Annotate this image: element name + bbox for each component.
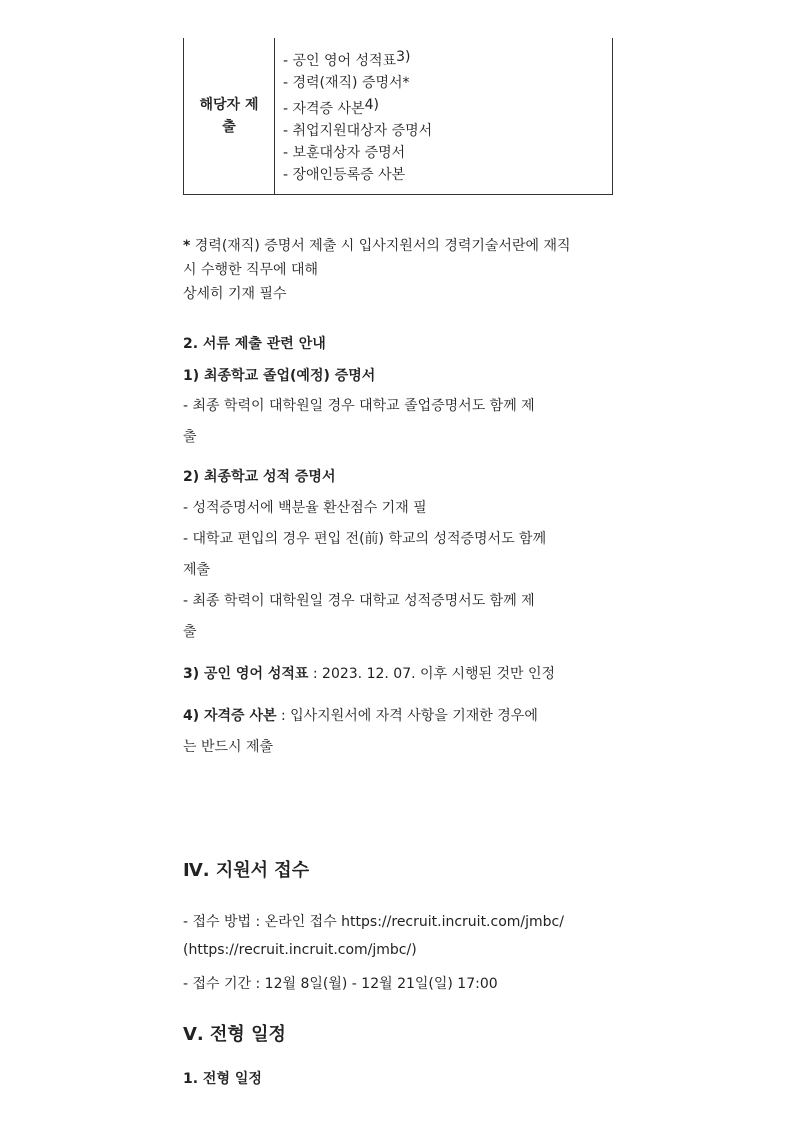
section5-subtitle: 1. 전형 일정 <box>183 1071 262 1087</box>
table-items-cell <box>275 38 613 195</box>
list-item: - 취업지원대상자 증명서 <box>283 123 433 139</box>
section2-title: 2. 서류 제출 관련 안내 <box>183 336 326 352</box>
table-label-cell <box>184 38 275 195</box>
list-item: - 보훈대상자 증명서 <box>283 145 406 161</box>
required-documents-table <box>183 38 613 195</box>
footnote-ref: 4) <box>364 97 379 113</box>
sub1-line1: - 최종 학력이 대학원일 경우 대학교 졸업증명서도 함께 제 <box>183 398 535 414</box>
sub3-title: 3) 공인 영어 성적표 <box>183 666 309 682</box>
apply-method: - 접수 방법 : 온라인 접수 https://recruit.incruit.com/jmbc/ <box>183 914 564 930</box>
sub2-line4: - 최종 학력이 대학원일 경우 대학교 성적증명서도 함께 제 <box>183 593 535 609</box>
list-item: - 장애인등록증 사본 <box>283 167 406 183</box>
section4-title: Ⅳ. 지원서 접수 <box>183 860 310 881</box>
apply-period: - 접수 기간 : 12월 8일(월) - 12월 21일(일) 17:00 <box>183 976 498 992</box>
sub2-line3: 제출 <box>183 562 211 578</box>
list-item: - 자격증 사본$^{4)}$ <box>283 97 379 117</box>
footnote-ref: 3) <box>396 49 411 65</box>
note-line1: * 경력(재직) 증명서 제출 시 입사지원서의 경력기술서란에 재직 <box>183 238 571 254</box>
note-line2: 시 수행한 직무에 대해 <box>183 262 319 278</box>
list-item: - 경력(재직) 증명서* <box>283 75 410 91</box>
sub1-line2: 출 <box>183 429 197 445</box>
sub2-line2: - 대학교 편입의 경우 편입 전(前) 학교의 성적증명서도 함께 <box>183 531 547 547</box>
section5-title: Ⅴ. 전형 일정 <box>183 1024 286 1045</box>
table-row <box>184 38 613 195</box>
sub3-line: 3) 공인 영어 성적표 : 2023. 12. 07. 이후 시행된 것만 인정 <box>183 666 556 682</box>
note-line3: 상세히 기재 필수 <box>183 286 287 302</box>
sub2-line1: - 성적증명서에 백분율 환산점수 기재 필 <box>183 500 427 516</box>
sub2-line5: 출 <box>183 624 197 640</box>
sub4-line1: 4) 자격증 사본 : 입사지원서에 자격 사항을 기재한 경우에 <box>183 708 538 724</box>
list-item: - 공인 영어 성적표$^{3)}$ <box>283 49 411 69</box>
sub4-title: 4) 자격증 사본 <box>183 708 277 724</box>
sub2-title: 2) 최종학교 성적 증명서 <box>183 469 336 485</box>
sub4-line2: 는 반드시 제출 <box>183 739 274 755</box>
sub1-title: 1) 최종학교 졸업(예정) 증명서 <box>183 368 376 384</box>
apply-link[interactable]: (https://recruit.incruit.com/jmbc/) <box>183 942 417 958</box>
table-label-line1: 해당자 제 <box>199 97 259 113</box>
table-label-line2: 출 <box>222 119 236 135</box>
